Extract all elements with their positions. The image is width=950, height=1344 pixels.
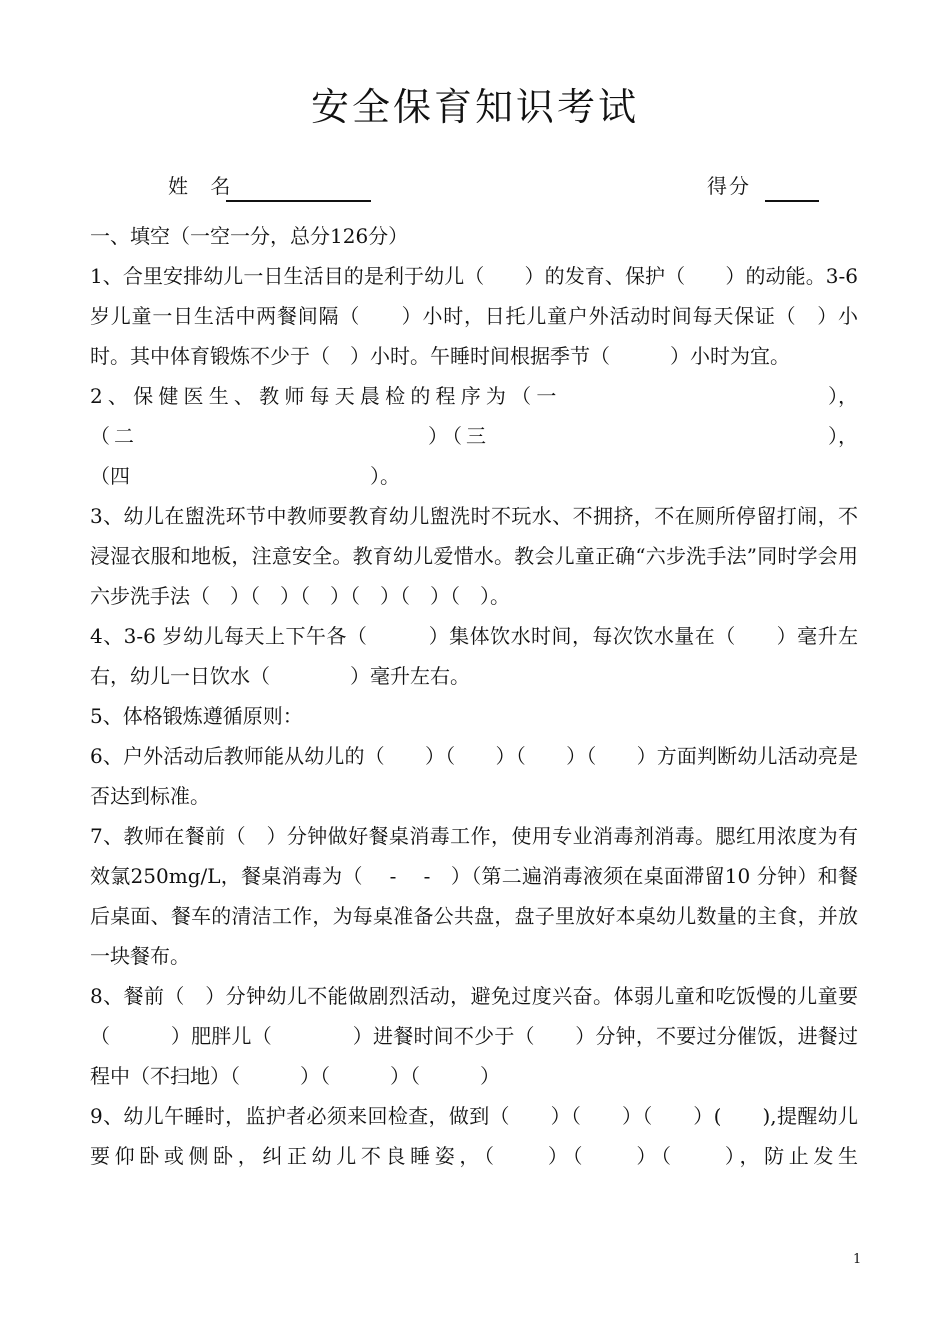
question-2-row-1-left: 2、保健医生、教师每天晨检的程序为（一: [90, 384, 562, 408]
section-heading: 一、填空（一空一分，总分126分）: [90, 224, 409, 248]
question-5: 5、体格锻炼遵循原则：: [90, 704, 303, 728]
question-2-row-2-right: ），: [828, 424, 858, 448]
question-2-row-2: [90, 416, 858, 456]
exam-body: [90, 216, 858, 1176]
question-9: 9、幼儿午睡时，监护者必须来回检查，做到（ ）（ ）（ ）( ),提醒幼儿要仰卧或侧卧，纠正幼儿不良睡姿，（ ）（ ）（ ），防止发生: [90, 1104, 858, 1168]
question-2-row-2-left: （二: [90, 424, 138, 448]
question-2-row-3: （四 ）。: [90, 464, 400, 488]
name-label: 姓 名: [168, 174, 239, 198]
score-label: 得分: [707, 174, 751, 198]
page-number: 1: [853, 1252, 862, 1267]
question-2: [90, 376, 858, 496]
question-6: 6、户外活动后教师能从幼儿的（ ）（ ）（ ）（ ）方面判断幼儿活动亮是否达到标准。: [90, 744, 858, 808]
page-title: 安全保育知识考试: [310, 85, 639, 129]
question-7: 7、教师在餐前（ ）分钟做好餐桌消毒工作，使用专业消毒剂消毒。腮红用浓度为有效氯250mg/L，餐桌消毒为（ - - ）（第二遍消毒液须在桌面滞留10 分钟）和餐后桌面、餐车的清洁工作，为每桌准备公共盘，盘子里放好本桌幼儿数量的主食，并放一块餐布。: [90, 824, 858, 968]
score-blank-line: [765, 200, 819, 202]
question-1: 1、合里安排幼儿一日生活目的是利于幼儿（ ）的发育、保护（ ）的动能。3-6 岁儿童一日生活中两餐间隔（ ）小时，日托儿童户外活动时间每天保证（ ）小时。其中体育锻炼不少于（ ）小时。午睡时间根据季节（ ）小时为宜。: [90, 264, 858, 368]
question-8: 8、餐前（ ）分钟幼儿不能做剧烈活动，避免过度兴奋。体弱儿童和吃饭慢的儿童要（ ）肥胖儿（ ）进餐时间不少于（ ）分钟，不要过分催饭，进餐过程中（不扫地）（ ）（ ）（ ）: [90, 984, 858, 1088]
name-blank-line: [226, 200, 371, 202]
question-3: 3、幼儿在盥洗环节中教师要教育幼儿盥洗时不玩水、不拥挤，不在厕所停留打闹，不浸湿衣服和地板，注意安全。教育幼儿爱惜水。教会儿童正确“六步洗手法”同时学会用六步洗手法（ ）（ ）（ ）（ ）（ ）（ ）。: [90, 504, 858, 608]
question-2-row-1-right: ），: [828, 384, 858, 408]
student-info-row: [0, 170, 950, 204]
question-2-row-2-mid: ）（三: [428, 424, 490, 448]
question-4: 4、3-6 岁幼儿每天上下午各（ ）集体饮水时间，每次饮水量在（ ）毫升左右，幼儿一日饮水（ ）毫升左右。: [90, 624, 858, 688]
question-2-row-1: [90, 376, 858, 416]
